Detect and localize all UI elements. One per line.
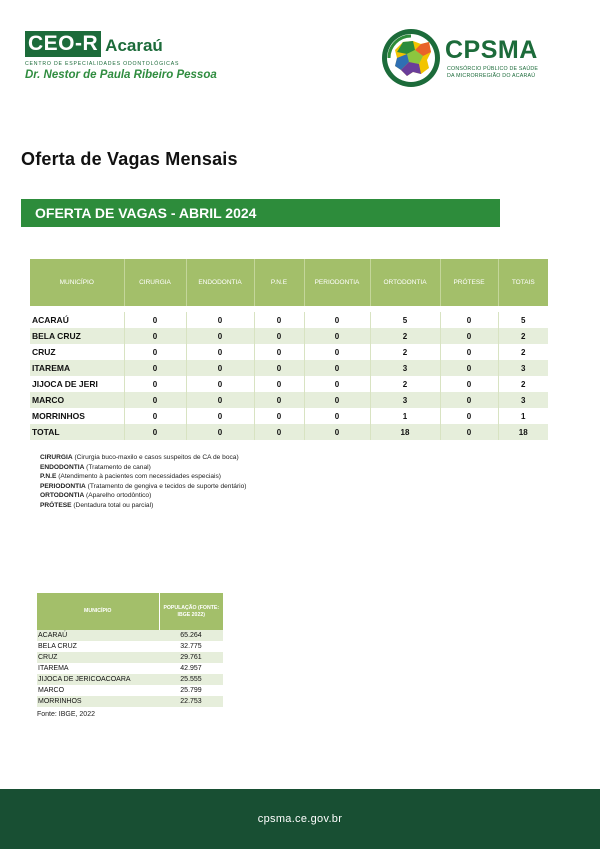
table-row <box>37 674 223 685</box>
cell-cirurgia: 0 <box>124 344 186 360</box>
cell-ortodontia: 18 <box>370 424 440 440</box>
cpsma-subtitle-line1: CONSÓRCIO PÚBLICO DE SAÚDE <box>447 66 539 72</box>
footer-website-link[interactable]: cpsma.ce.gov.br <box>257 813 343 825</box>
pop-cell-populacao: 25.799 <box>159 685 223 696</box>
header-ortodontia: ORTODONTIA <box>370 259 440 306</box>
cell-protese: 0 <box>440 360 498 376</box>
cell-cirurgia: 0 <box>124 424 186 440</box>
legend-desc: (Tratamento de canal) <box>86 463 151 471</box>
table-row <box>30 312 548 328</box>
cell-periodontia: 0 <box>304 392 370 408</box>
legend-desc: (Cirurgia buco-maxilo e casos suspeitos de CA de boca) <box>74 454 239 461</box>
cpsma-title: CPSMA <box>445 36 538 64</box>
pop-cell-populacao: 32.775 <box>159 641 223 652</box>
legend-desc: (Dentadura total ou parcial) <box>73 501 154 509</box>
header-pne: P.N.E <box>254 259 304 306</box>
cell-ortodontia: 2 <box>370 328 440 344</box>
cell-protese: 0 <box>440 424 498 440</box>
table-row <box>37 696 223 707</box>
cell-endodontia: 0 <box>186 376 254 392</box>
cell-endodontia: 0 <box>186 312 254 328</box>
pop-cell-populacao: 29.761 <box>159 652 223 663</box>
header-municipio: MUNICÍPIO <box>30 259 124 306</box>
cell-cirurgia: 0 <box>124 360 186 376</box>
cell-municipio: JIJOCA DE JERI <box>30 376 124 392</box>
pop-header-populacao: POPULAÇÃO (FONTE: IBGE 2022) <box>159 593 223 630</box>
table-row <box>30 328 548 344</box>
legend-item <box>40 491 246 501</box>
pop-cell-municipio: ITAREMA <box>37 663 159 674</box>
cell-totais: 2 <box>498 376 548 392</box>
cell-municipio: TOTAL <box>30 424 124 440</box>
cell-protese: 0 <box>440 392 498 408</box>
table-row <box>37 652 223 663</box>
pop-header-municipio: MUNICÍPIO <box>37 593 159 630</box>
cell-municipio: BELA CRUZ <box>30 328 124 344</box>
cell-periodontia: 0 <box>304 376 370 392</box>
cell-municipio: MARCO <box>30 392 124 408</box>
legend-desc: (Atendimento à pacientes com necessidades especiais) <box>58 473 221 481</box>
cpsma-emblem-icon <box>381 28 441 88</box>
cell-periodontia: 0 <box>304 312 370 328</box>
header-cirurgia: CIRURGIA <box>124 259 186 306</box>
cell-ortodontia: 3 <box>370 392 440 408</box>
ceo-city: Acaraú <box>105 36 163 55</box>
ceo-badge: CEO-R <box>25 31 101 57</box>
legend-item <box>40 472 246 482</box>
cell-ortodontia: 2 <box>370 376 440 392</box>
cell-pne: 0 <box>254 360 304 376</box>
cell-pne: 0 <box>254 344 304 360</box>
cell-cirurgia: 0 <box>124 408 186 424</box>
cell-pne: 0 <box>254 392 304 408</box>
cell-ortodontia: 5 <box>370 312 440 328</box>
cell-ortodontia: 1 <box>370 408 440 424</box>
pop-cell-municipio: JIJOCA DE JERICOACOARA <box>37 674 159 685</box>
population-table <box>37 593 223 707</box>
cell-endodontia: 0 <box>186 328 254 344</box>
cell-totais: 3 <box>498 360 548 376</box>
cell-protese: 0 <box>440 312 498 328</box>
ceo-subtitle: CENTRO DE ESPECIALIDADES ODONTOLÓGICAS <box>25 61 180 67</box>
cell-protese: 0 <box>440 328 498 344</box>
table-row <box>37 630 223 641</box>
cell-periodontia: 0 <box>304 408 370 424</box>
cell-totais: 5 <box>498 312 548 328</box>
table-row <box>37 663 223 674</box>
cell-totais: 1 <box>498 408 548 424</box>
cell-pne: 0 <box>254 328 304 344</box>
pop-cell-populacao: 22.753 <box>159 696 223 707</box>
pop-cell-populacao: 25.555 <box>159 674 223 685</box>
header-endodontia: ENDODONTIA <box>186 259 254 306</box>
legend-term: P.N.E <box>40 473 57 481</box>
cell-municipio: ACARAÚ <box>30 312 124 328</box>
cell-totais: 18 <box>498 424 548 440</box>
cell-endodontia: 0 <box>186 392 254 408</box>
ceo-logo <box>25 31 217 91</box>
cell-cirurgia: 0 <box>124 328 186 344</box>
cell-periodontia: 0 <box>304 328 370 344</box>
cell-periodontia: 0 <box>304 344 370 360</box>
population-source: Fonte: IBGE, 2022 <box>37 711 95 718</box>
table-total-row <box>30 424 548 440</box>
cell-endodontia: 0 <box>186 424 254 440</box>
header-protese: PRÓTESE <box>440 259 498 306</box>
cell-cirurgia: 0 <box>124 376 186 392</box>
legend-item <box>40 501 246 511</box>
cell-protese: 0 <box>440 408 498 424</box>
header-periodontia: PERIODONTIA <box>304 259 370 306</box>
cell-pne: 0 <box>254 376 304 392</box>
legend-term: PERIODONTIA <box>40 482 86 490</box>
legend-term: ENDODONTIA <box>40 463 85 471</box>
footer <box>0 789 600 849</box>
cell-totais: 3 <box>498 392 548 408</box>
legend-desc: (Aparelho ortodôntico) <box>86 492 152 500</box>
pop-cell-populacao: 65.264 <box>159 630 223 641</box>
cell-municipio: ITAREMA <box>30 360 124 376</box>
page-title: Oferta de Vagas Mensais <box>21 149 238 169</box>
table-row <box>30 344 548 360</box>
cpsma-subtitle-line2: DA MICRORREGIÃO DO ACARAÚ <box>447 73 536 79</box>
cell-pne: 0 <box>254 312 304 328</box>
table-row <box>30 360 548 376</box>
legend-item <box>40 463 246 473</box>
cell-protese: 0 <box>440 344 498 360</box>
cell-endodontia: 0 <box>186 408 254 424</box>
pop-cell-municipio: ACARAÚ <box>37 630 159 641</box>
legend-desc: (Tratamento de gengiva e tecidos de suporte dentário) <box>87 482 247 490</box>
cell-cirurgia: 0 <box>124 392 186 408</box>
cell-totais: 2 <box>498 328 548 344</box>
cell-pne: 0 <box>254 424 304 440</box>
ceo-doctor-name: Dr. Nestor de Paula Ribeiro Pessoa <box>25 69 217 81</box>
cell-municipio: CRUZ <box>30 344 124 360</box>
pop-cell-municipio: CRUZ <box>37 652 159 663</box>
cell-cirurgia: 0 <box>124 312 186 328</box>
pop-header-row <box>37 593 223 630</box>
table-row <box>30 392 548 408</box>
legend-item <box>40 453 246 463</box>
cell-ortodontia: 2 <box>370 344 440 360</box>
legend-item <box>40 482 246 492</box>
table-row <box>37 641 223 652</box>
cpsma-logo <box>381 28 571 88</box>
pop-cell-municipio: MARCO <box>37 685 159 696</box>
cell-ortodontia: 3 <box>370 360 440 376</box>
table-row <box>37 685 223 696</box>
cell-municipio: MORRINHOS <box>30 408 124 424</box>
cell-pne: 0 <box>254 408 304 424</box>
legend-term: CIRURGIA <box>40 454 73 461</box>
table-row <box>30 376 548 392</box>
cell-protese: 0 <box>440 376 498 392</box>
legend-term: PRÓTESE <box>40 501 72 509</box>
cell-periodontia: 0 <box>304 360 370 376</box>
cell-endodontia: 0 <box>186 360 254 376</box>
pop-cell-municipio: MORRINHOS <box>37 696 159 707</box>
month-banner: OFERTA DE VAGAS - ABRIL 2024 <box>21 199 500 227</box>
pop-cell-municipio: BELA CRUZ <box>37 641 159 652</box>
vagas-header-row <box>30 259 548 306</box>
legend-term: ORTODONTIA <box>40 492 85 500</box>
cell-totais: 2 <box>498 344 548 360</box>
cell-endodontia: 0 <box>186 344 254 360</box>
cell-periodontia: 0 <box>304 424 370 440</box>
header-totais: TOTAIS <box>498 259 548 306</box>
table-row <box>30 408 548 424</box>
vagas-table <box>30 259 548 440</box>
specialty-legend <box>40 453 246 511</box>
pop-cell-populacao: 42.957 <box>159 663 223 674</box>
